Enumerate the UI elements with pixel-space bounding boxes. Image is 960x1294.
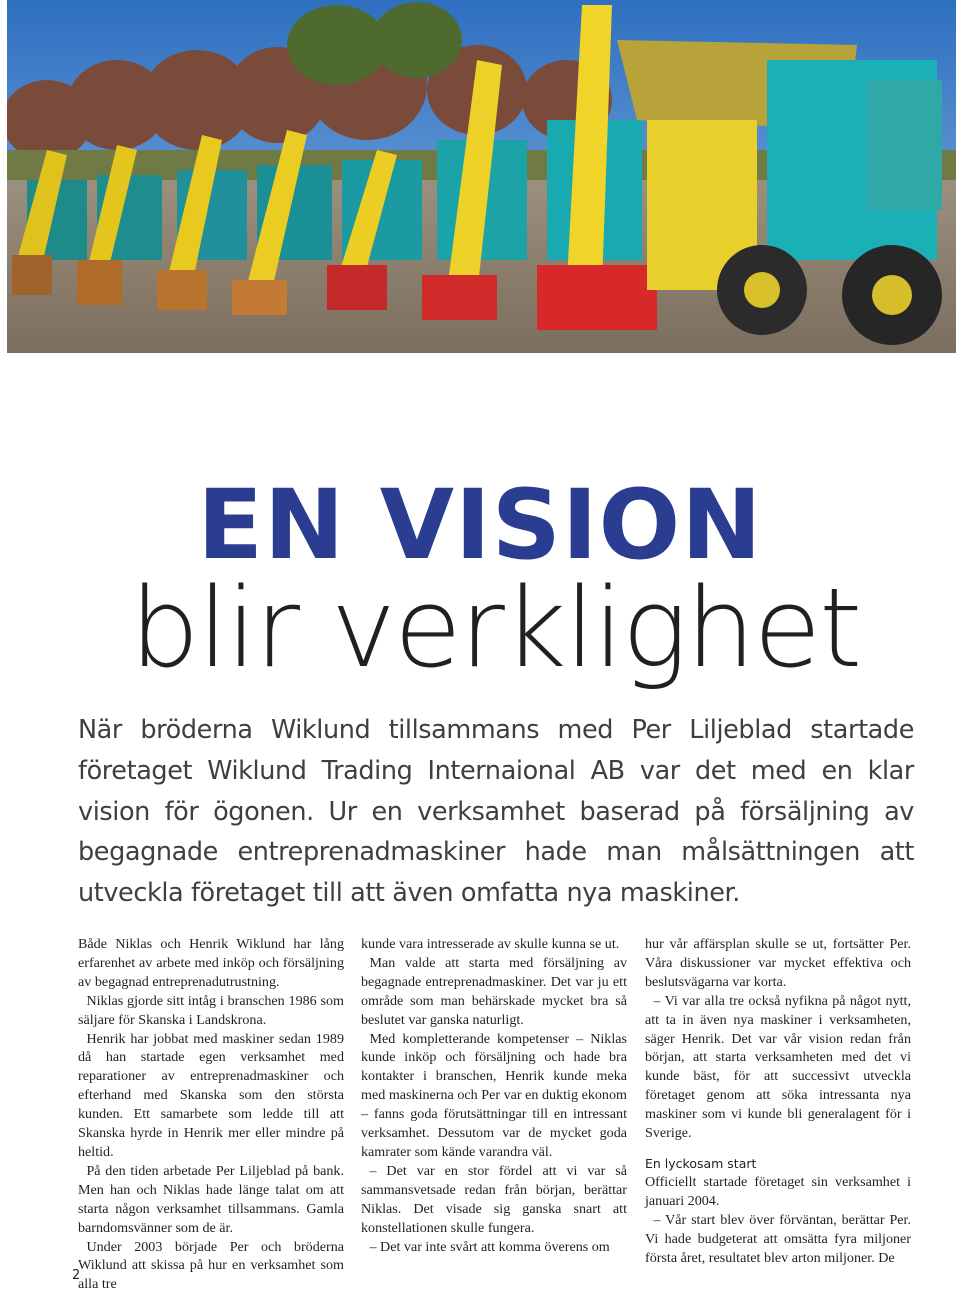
body-paragraph: Henrik har jobbat med maskiner sedan 1989 då han startade egen verksamhet med reparationer av entreprenadmaskiner och efterhand med Skanska som den största kunden. Ett samarbete som ledde till att Skanska hyrde in Henrik mer eller mindre på heltid.: [78, 1030, 344, 1162]
section-subheading: En lyckosam start: [645, 1155, 911, 1173]
headline-line-1: EN VISION: [0, 470, 960, 580]
headline-line-2: blir verklighet: [0, 568, 960, 688]
body-column-2: [361, 935, 627, 1256]
excavator-row-illustration: [7, 0, 956, 353]
lead-paragraph: När bröderna Wiklund tillsammans med Per Liljeblad startade företaget Wiklund Trading Internaional AB var det med en klar vision för ögonen. Ur en verksamhet baserad på försäljning av begagnade entreprenadmaskiner hade man målsättningen att utveckla företaget till att även omfatta nya maskiner.: [78, 710, 914, 914]
body-column-1: [78, 935, 344, 1294]
body-paragraph: – Vi var alla tre också nyfikna på något nytt, att ta in även nya maskiner i verksamheten, säger Henrik. Det var vår vision redan från början, att starta verksamheten med det vi kunde bäst, för att successivt utveckla företaget genom att söka intressanta nya maskiner som vi kunde bli generalagent för i Sverige.: [645, 992, 911, 1143]
body-paragraph: Med kompletterande kompetenser – Niklas kunde inköp och försäljning och hade bra kontakter i branschen, Henrik kunde meka med maskinerna och Per var en duktig ekonom – fanns goda förutsättningar till en intressant verksamhet. Dessutom var de mycket goda kamrater som kände varandra väl.: [361, 1030, 627, 1162]
body-paragraph: hur vår affärsplan skulle se ut, fortsätter Per. Våra diskussioner var mycket effektiva och beslutsvägarna var korta.: [645, 935, 911, 992]
page-number: 2: [72, 1268, 80, 1283]
hero-photo-excavators: [7, 0, 956, 353]
body-paragraph: – Det var inte svårt att komma överens om: [361, 1238, 627, 1257]
body-paragraph: – Vår start blev över förväntan, berättar Per. Vi hade budgeterat att omsätta fyra miljoner första året, resultatet blev arton miljoner. De: [645, 1211, 911, 1268]
body-paragraph: Både Niklas och Henrik Wiklund har lång erfarenhet av arbete med inköp och försäljning av begagnad entreprenadutrustning.: [78, 935, 344, 992]
body-column-3: [645, 935, 911, 1268]
body-paragraph: Niklas gjorde sitt intåg i branschen 1986 som säljare för Skanska i Landskrona.: [78, 992, 344, 1030]
body-paragraph: kunde vara intresserade av skulle kunna se ut.: [361, 935, 627, 954]
body-paragraph: – Det var en stor fördel att vi var så sammansvetsade redan från början, berättar Niklas. Det visade sig ganska snart att konstellationen skulle fungera.: [361, 1162, 627, 1238]
body-paragraph: På den tiden arbetade Per Liljeblad på bank. Men han och Niklas hade länge talat om att starta någon verksamhet tillsammans. Gamla barndomsvänner som de är.: [78, 1162, 344, 1238]
body-paragraph: Officiellt startade företaget sin verksamhet i januari 2004.: [645, 1173, 911, 1211]
body-paragraph: Under 2003 började Per och bröderna Wiklund att skissa på hur en verksamhet som alla tre: [78, 1238, 344, 1294]
body-paragraph: Man valde att starta med försäljning av begagnade entreprenadmaskiner. Det var ju ett område som man behärskade mycket bra så beslutet var ganska naturligt.: [361, 954, 627, 1030]
